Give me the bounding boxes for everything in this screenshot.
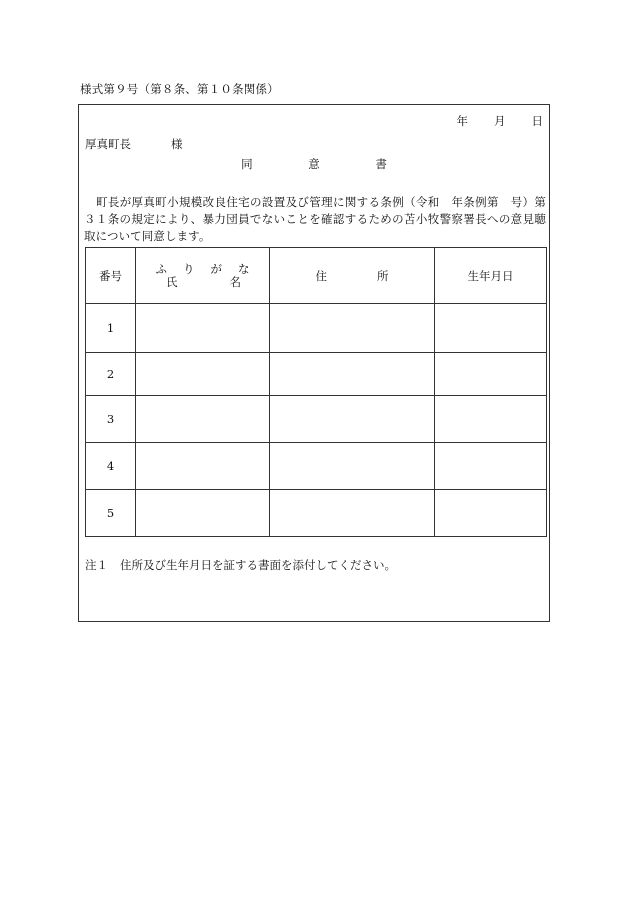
- table-row: [86, 443, 547, 490]
- row-number: 3: [86, 396, 136, 443]
- date-month: 月: [494, 114, 506, 128]
- header-address: 住 所: [270, 248, 435, 304]
- consent-form-frame: [78, 104, 550, 622]
- title-char: 意: [308, 157, 320, 171]
- birthdate-cell[interactable]: [435, 443, 547, 490]
- title-char: 同: [241, 157, 253, 171]
- name-cell[interactable]: [136, 353, 270, 396]
- title-char: 書: [375, 157, 387, 171]
- date-day: 日: [531, 114, 543, 128]
- addressee: [85, 136, 183, 152]
- name-label: 氏 名: [166, 274, 241, 289]
- note: [85, 557, 396, 573]
- form-number: 様式第９号（第８条、第１０条関係）: [80, 82, 279, 96]
- table-row: [86, 304, 547, 353]
- furigana-label: ふ り が な: [155, 261, 250, 276]
- row-number: 5: [86, 490, 136, 537]
- table-header-row: [86, 248, 547, 304]
- row-number: 4: [86, 443, 136, 490]
- header-number: 番号: [86, 248, 136, 304]
- addressee-honorific: 様: [171, 137, 183, 151]
- date-line: [457, 113, 544, 129]
- birthdate-cell[interactable]: [435, 490, 547, 537]
- addressee-name: 厚真町長: [85, 137, 131, 151]
- address-cell[interactable]: [270, 353, 435, 396]
- address-cell[interactable]: [270, 490, 435, 537]
- header-name: [136, 248, 270, 304]
- signers-table: [85, 247, 547, 537]
- name-cell[interactable]: [136, 443, 270, 490]
- address-cell[interactable]: [270, 396, 435, 443]
- address-cell[interactable]: [270, 304, 435, 353]
- birthdate-cell[interactable]: [435, 396, 547, 443]
- table-row: [86, 490, 547, 537]
- consent-statement: 町長が厚真町小規模改良住宅の設置及び管理に関する条例（令和 年条例第 号）第３１条の規定により、暴力団員でないことを確認するための苫小牧警察署長への意見聴取について同意します。: [84, 195, 546, 243]
- name-cell[interactable]: [136, 304, 270, 353]
- address-cell[interactable]: [270, 443, 435, 490]
- header-birthdate: 生年月日: [435, 248, 547, 304]
- table-row: [86, 396, 547, 443]
- document-title: [79, 156, 549, 172]
- note-text: 住所及び生年月日を証する書面を添付してください。: [120, 558, 396, 572]
- table-row: [86, 353, 547, 396]
- date-year: 年: [456, 114, 468, 128]
- birthdate-cell[interactable]: [435, 304, 547, 353]
- row-number: 1: [86, 304, 136, 353]
- birthdate-cell[interactable]: [435, 353, 547, 396]
- name-cell[interactable]: [136, 396, 270, 443]
- row-number: 2: [86, 353, 136, 396]
- note-label: 注１: [85, 558, 108, 572]
- name-cell[interactable]: [136, 490, 270, 537]
